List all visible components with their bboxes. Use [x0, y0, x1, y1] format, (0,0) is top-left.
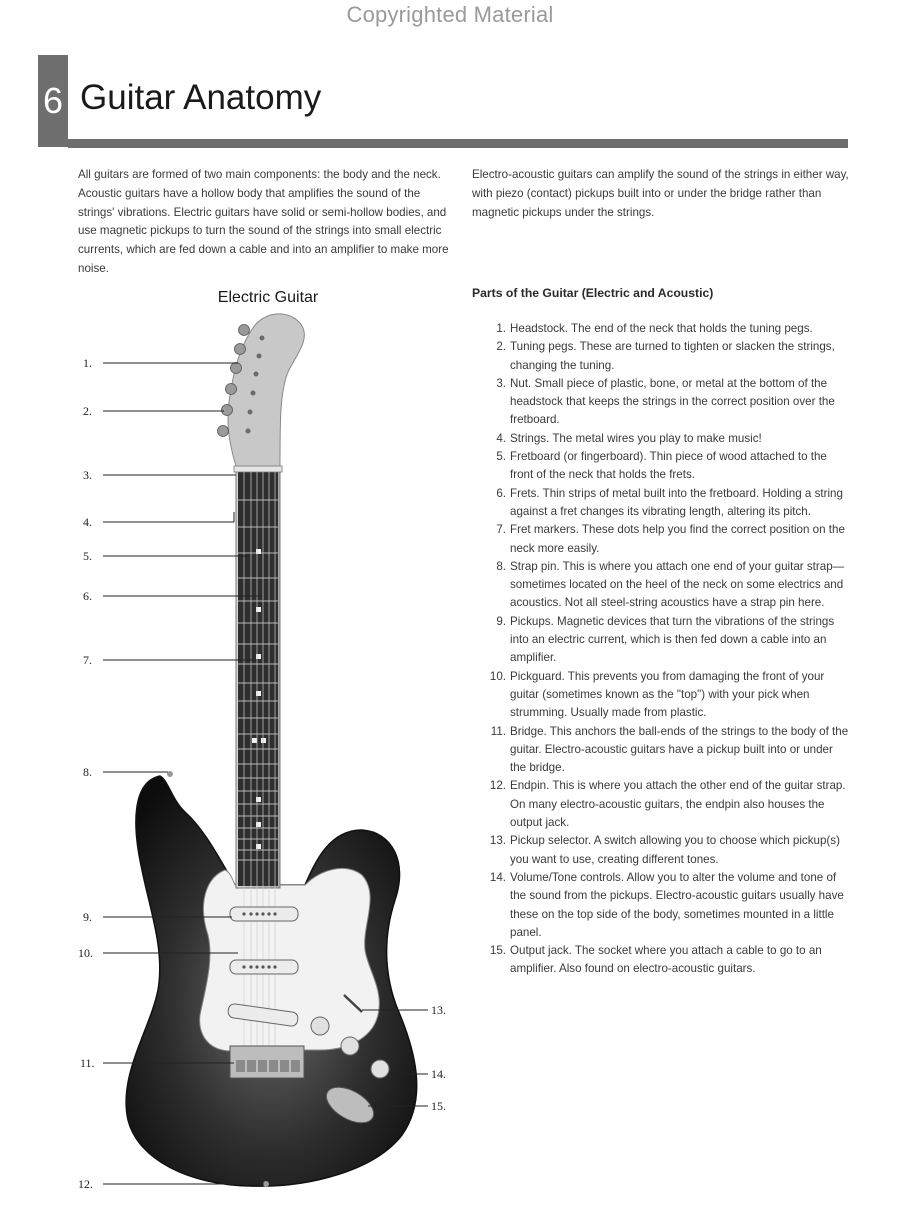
- item-number: 5.: [496, 450, 506, 464]
- list-item: [472, 448, 850, 485]
- callout-4: 4.: [83, 515, 92, 529]
- item-number: 12.: [489, 779, 506, 793]
- item-text: Nut. Small piece of plastic, bone, or metal at the bottom of the headstock that keeps the strings in the correct position over the fretboard.: [510, 376, 835, 427]
- list-item: [472, 430, 850, 448]
- list-item: [472, 338, 850, 375]
- item-text: Tuning pegs. These are turned to tighten or slacken the strings, changing the tuning.: [510, 340, 835, 372]
- intro-paragraph-right: Electro-acoustic guitars can amplify the sound of the strings in either way, with piezo (contact) pickups built into or under the bridge rather than magnetic pickups under the strings.: [472, 168, 849, 219]
- item-text: Pickups. Magnetic devices that turn the vibrations of the strings into an electric current, which is then fed down a cable into an amplifier.: [510, 614, 835, 665]
- callout-2: 2.: [83, 404, 92, 418]
- callout-5: 5.: [83, 549, 92, 563]
- item-number: 10.: [489, 669, 506, 683]
- list-item: [472, 942, 850, 979]
- headstock: [228, 314, 304, 466]
- callout-12: 12.: [78, 1177, 93, 1191]
- item-number: 14.: [489, 870, 506, 884]
- chapter-number: 6: [38, 55, 68, 147]
- intro-paragraph-left: All guitars are formed of two main components: the body and the neck. Acoustic guitars have a hollow body that amplifies the sound of the strings' vibrations. Electric guitars have solid or semi-hollow bodies, and use magnetic pickups to turn the sound of the strings into small electric currents, which are fed down a cable and into an amplifier to make more noise.: [78, 168, 449, 275]
- page-title: Guitar Anatomy: [80, 78, 322, 117]
- item-text: Pickup selector. A switch allowing you to choose which pickup(s) you want to use, creating different tones.: [510, 834, 840, 866]
- list-item: [472, 723, 850, 778]
- parts-heading: Parts of the Guitar (Electric and Acoustic): [472, 286, 714, 300]
- list-item: [472, 613, 850, 668]
- item-number: 4.: [496, 431, 506, 445]
- callout-6: 6.: [83, 589, 92, 603]
- callout-14: 14.: [431, 1067, 446, 1081]
- item-text: Fret markers. These dots help you find the correct position on the neck more easily.: [510, 523, 845, 555]
- diagram-title: Electric Guitar: [217, 289, 319, 306]
- item-number: 6.: [496, 486, 506, 500]
- callout-1: 1.: [83, 356, 92, 370]
- list-item: [472, 375, 850, 430]
- callout-7: 7.: [83, 653, 92, 667]
- guitar-diagram: [0, 300, 470, 1214]
- callout-10: 10.: [78, 946, 93, 960]
- item-text: Endpin. This is where you attach the other end of the guitar strap. On many electro-acoustic guitars, the endpin also houses the output jack.: [510, 779, 846, 830]
- item-number: 9.: [496, 614, 506, 628]
- list-item: [472, 521, 850, 558]
- list-item: [472, 668, 850, 723]
- item-text: Volume/Tone controls. Allow you to alter the volume and tone of the sound from the pickups. Electro-acoustic guitars usually have these on the top side of the body, sometimes mounted in a little panel.: [510, 870, 844, 939]
- item-text: Strings. The metal wires you play to make music!: [510, 431, 762, 445]
- item-number: 2.: [496, 340, 506, 354]
- item-text: Output jack. The socket where you attach a cable to go to an amplifier. Also found on electro-acoustic guitars.: [510, 944, 822, 976]
- item-number: 7.: [496, 523, 506, 537]
- title-rule: [68, 139, 848, 148]
- list-item: [472, 869, 850, 942]
- list-item: [472, 320, 850, 338]
- item-text: Strap pin. This is where you attach one end of your guitar strap—sometimes located on the heel of the neck on some electrics and acoustics. Not all steel-string acoustics have a strap pin here.: [510, 559, 845, 610]
- item-number: 8.: [496, 559, 506, 573]
- item-number: 15.: [489, 944, 506, 958]
- list-item: [472, 832, 850, 869]
- list-item: [472, 485, 850, 522]
- list-item: [472, 777, 850, 832]
- callout-15: 15.: [431, 1099, 446, 1113]
- callout-8: 8.: [83, 765, 92, 779]
- item-text: Pickguard. This prevents you from damaging the front of your guitar (sometimes known as the "top") with your pick when strumming. Usually made from plastic.: [510, 669, 825, 720]
- item-number: 1.: [496, 322, 506, 335]
- item-number: 11.: [490, 724, 506, 738]
- callout-11: 11.: [80, 1056, 95, 1070]
- item-number: 13.: [489, 834, 506, 848]
- item-text: Headstock. The end of the neck that holds the tuning pegs.: [510, 322, 813, 335]
- callout-3: 3.: [83, 468, 92, 482]
- item-number: 3.: [496, 376, 506, 390]
- list-item: [472, 558, 850, 613]
- item-text: Frets. Thin strips of metal built into the fretboard. Holding a string against a fret changes its vibrating length, altering its pitch.: [510, 486, 843, 518]
- item-text: Fretboard (or fingerboard). Thin piece of wood attached to the front of the neck that holds the frets.: [510, 450, 827, 482]
- copyright-watermark: Copyrighted Material: [346, 2, 554, 27]
- item-text: Bridge. This anchors the ball-ends of the strings to the body of the guitar. Electro-acoustic guitars have a pickup built into or under the bridge.: [510, 724, 849, 775]
- parts-list: [472, 320, 850, 979]
- callout-13: 13.: [431, 1003, 446, 1017]
- callout-9: 9.: [83, 910, 92, 924]
